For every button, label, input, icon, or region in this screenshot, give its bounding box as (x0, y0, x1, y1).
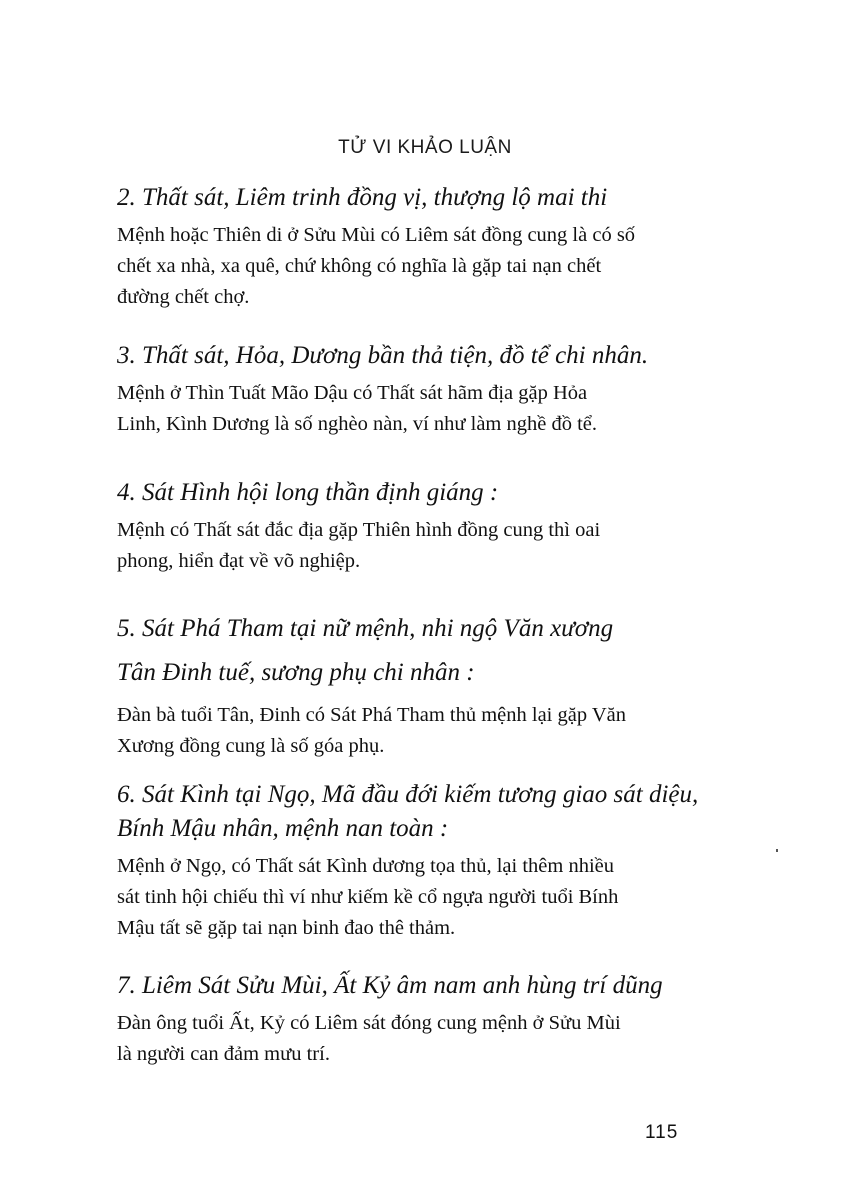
heading-line: Bính Mậu nhân, mệnh nan toàn : (117, 815, 449, 842)
heading-line: 2. Thất sát, Liêm trinh đồng vị, thượng lộ mai thi (117, 184, 608, 211)
section-heading (117, 968, 757, 1003)
section-body (117, 378, 757, 440)
body-line: phong, hiển đạt về võ nghiệp. (117, 550, 361, 572)
body-line: Đàn ông tuổi Ất, Kỷ có Liêm sát đóng cung mệnh ở Sửu Mùi (117, 1012, 621, 1034)
section-2 (117, 180, 757, 313)
body-line: Mậu tất sẽ gặp tai nạn binh đao thê thảm. (117, 917, 456, 939)
section-4 (117, 475, 757, 577)
body-line: Mệnh có Thất sát đắc địa gặp Thiên hình đồng cung thì oai (117, 519, 601, 541)
body-line: Xương đồng cung là số góa phụ. (117, 735, 385, 757)
section-heading (117, 607, 757, 695)
heading-line: Tân Đinh tuế, sương phụ chi nhân : (117, 659, 475, 686)
heading-line: 5. Sát Phá Tham tại nữ mệnh, nhi ngộ Văn xương (117, 615, 614, 642)
heading-line: 3. Thất sát, Hỏa, Dương bần thả tiện, đồ tể chi nhân. (117, 342, 649, 369)
section-body (117, 220, 757, 313)
body-line: Mệnh ở Ngọ, có Thất sát Kình dương tọa thủ, lại thêm nhiều (117, 855, 615, 877)
body-line: là người can đảm mưu trí. (117, 1043, 330, 1065)
section-body (117, 851, 757, 944)
section-6 (117, 778, 757, 944)
body-line: Mệnh ở Thìn Tuất Mão Dậu có Thất sát hãm địa gặp Hỏa (117, 382, 588, 404)
body-line: Mệnh hoặc Thiên di ở Sửu Mùi có Liêm sát đồng cung là có số (117, 224, 636, 246)
section-body (117, 515, 757, 577)
page-number: 115 (645, 1122, 679, 1143)
section-heading (117, 338, 757, 373)
scan-speck (776, 849, 778, 852)
section-5 (117, 607, 757, 762)
section-heading (117, 778, 757, 846)
heading-line: 6. Sát Kình tại Ngọ, Mã đầu đới kiếm tương giao sát diệu, (117, 781, 699, 808)
section-3 (117, 338, 757, 440)
section-7 (117, 968, 757, 1070)
section-body (117, 1008, 757, 1070)
section-heading (117, 475, 757, 510)
body-line: chết xa nhà, xa quê, chứ không có nghĩa là gặp tai nạn chết (117, 255, 602, 277)
body-line: sát tinh hội chiếu thì ví như kiếm kề cổ ngựa người tuổi Bính (117, 886, 619, 908)
heading-line: 7. Liêm Sát Sửu Mùi, Ất Kỷ âm nam anh hùng trí dũng (117, 972, 663, 999)
body-line: Linh, Kình Dương là số nghèo nàn, ví như làm nghề đồ tể. (117, 413, 598, 435)
body-line: đường chết chợ. (117, 286, 250, 308)
running-header: TỬ VI KHẢO LUẬN (338, 137, 512, 158)
heading-line: 4. Sát Hình hội long thần định giáng : (117, 479, 499, 506)
body-line: Đàn bà tuổi Tân, Đinh có Sát Phá Tham thủ mệnh lại gặp Văn (117, 704, 626, 726)
section-heading (117, 180, 757, 215)
section-body (117, 700, 757, 762)
